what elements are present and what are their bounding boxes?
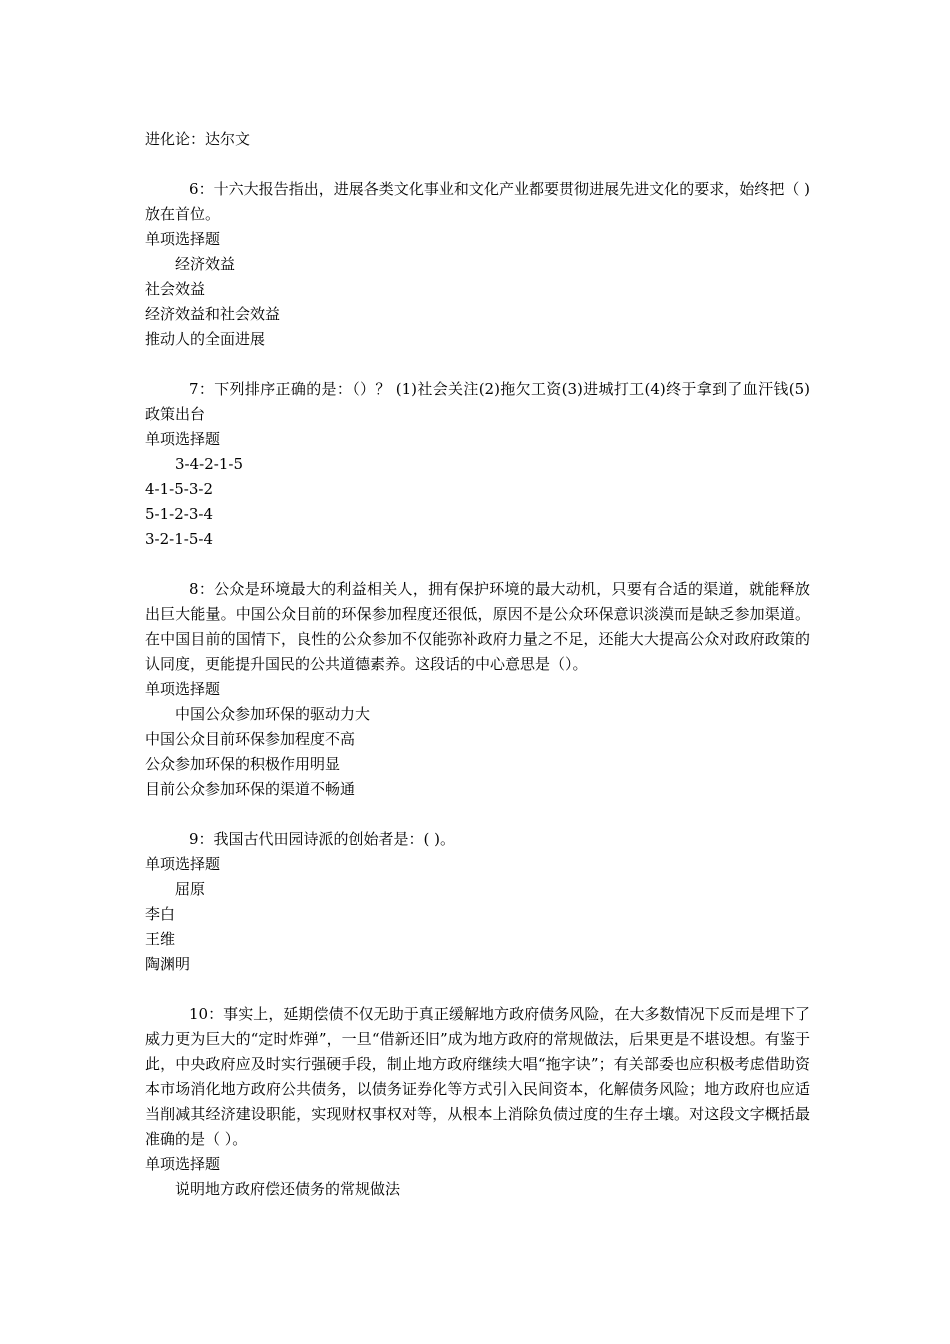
option-b: 4-1-5-3-2 xyxy=(145,480,213,498)
option-a: 3-4-2-1-5 xyxy=(175,455,243,473)
question-9 xyxy=(145,827,810,977)
spacer xyxy=(145,552,810,577)
option-a: 说明地方政府偿还债务的常规做法 xyxy=(175,1180,401,1198)
option-b: 李白 xyxy=(145,905,176,923)
document-body xyxy=(145,127,810,1202)
option-a: 经济效益 xyxy=(175,255,236,273)
question-6 xyxy=(145,177,810,352)
option-a: 中国公众参加环保的驱动力大 xyxy=(175,705,371,723)
spacer xyxy=(145,152,810,177)
question-10 xyxy=(145,1002,810,1202)
option-b: 中国公众目前环保参加程度不高 xyxy=(145,730,356,748)
option-c: 经济效益和社会效益 xyxy=(145,305,281,323)
question-8 xyxy=(145,577,810,802)
spacer xyxy=(145,802,810,827)
question-type: 单项选择题 xyxy=(145,1155,221,1173)
option-c: 王维 xyxy=(145,930,176,948)
option-c: 公众参加环保的积极作用明显 xyxy=(145,755,341,773)
question-type: 单项选择题 xyxy=(145,430,221,448)
option-d: 推动人的全面进展 xyxy=(145,330,266,348)
question-stem: 10：事实上，延期偿债不仅无助于真正缓解地方政府债务风险，在大多数情况下反而是埋下了威力更为巨大的“定时炸弹”，一旦“借新还旧”成为地方政府的常规做法，后果更是不堪设想。有鉴于此，中央政府应及时实行强硬手段，制止地方政府继续大唱“拖字诀”；有关部委也应积极考虑借助资本市场消化地方政府公共债务，以债务证券化等方式引入民间资本，化解债务风险；地方政府也应适当削减其经济建设职能，实现财权事权对等，从根本上消除负债过度的生存土壤。对这段文字概括最准确的是（ ）。 xyxy=(145,1005,810,1148)
question-type: 单项选择题 xyxy=(145,680,221,698)
option-d: 3-2-1-5-4 xyxy=(145,530,213,548)
question-7 xyxy=(145,377,810,552)
intro-line: 进化论：达尔文 xyxy=(145,130,251,148)
spacer xyxy=(145,977,810,1002)
question-type: 单项选择题 xyxy=(145,855,221,873)
question-stem: 9：我国古代田园诗派的创始者是：( )。 xyxy=(189,830,456,848)
spacer xyxy=(145,352,810,377)
option-b: 社会效益 xyxy=(145,280,206,298)
option-c: 5-1-2-3-4 xyxy=(145,505,213,523)
option-d: 目前公众参加环保的渠道不畅通 xyxy=(145,780,356,798)
question-stem: 6：十六大报告指出，进展各类文化事业和文化产业都要贯彻进展先进文化的要求，始终把（ )放在首位。 xyxy=(145,180,810,223)
question-stem: 8：公众是环境最大的利益相关人，拥有保护环境的最大动机，只要有合适的渠道，就能释放出巨大能量。中国公众目前的环保参加程度还很低，原因不是公众环保意识淡漠而是缺乏参加渠道。在中国目前的国情下，良性的公众参加不仅能弥补政府力量之不足，还能大大提高公众对政府政策的认同度，更能提升国民的公共道德素养。这段话的中心意思是（）。 xyxy=(145,580,810,673)
question-stem: 7：下列排序正确的是：（）？ (1)社会关注(2)拖欠工资(3)进城打工(4)终于拿到了血汗钱(5)政策出台 xyxy=(145,380,810,423)
option-a: 屈原 xyxy=(175,880,206,898)
option-d: 陶渊明 xyxy=(145,955,191,973)
question-type: 单项选择题 xyxy=(145,230,221,248)
